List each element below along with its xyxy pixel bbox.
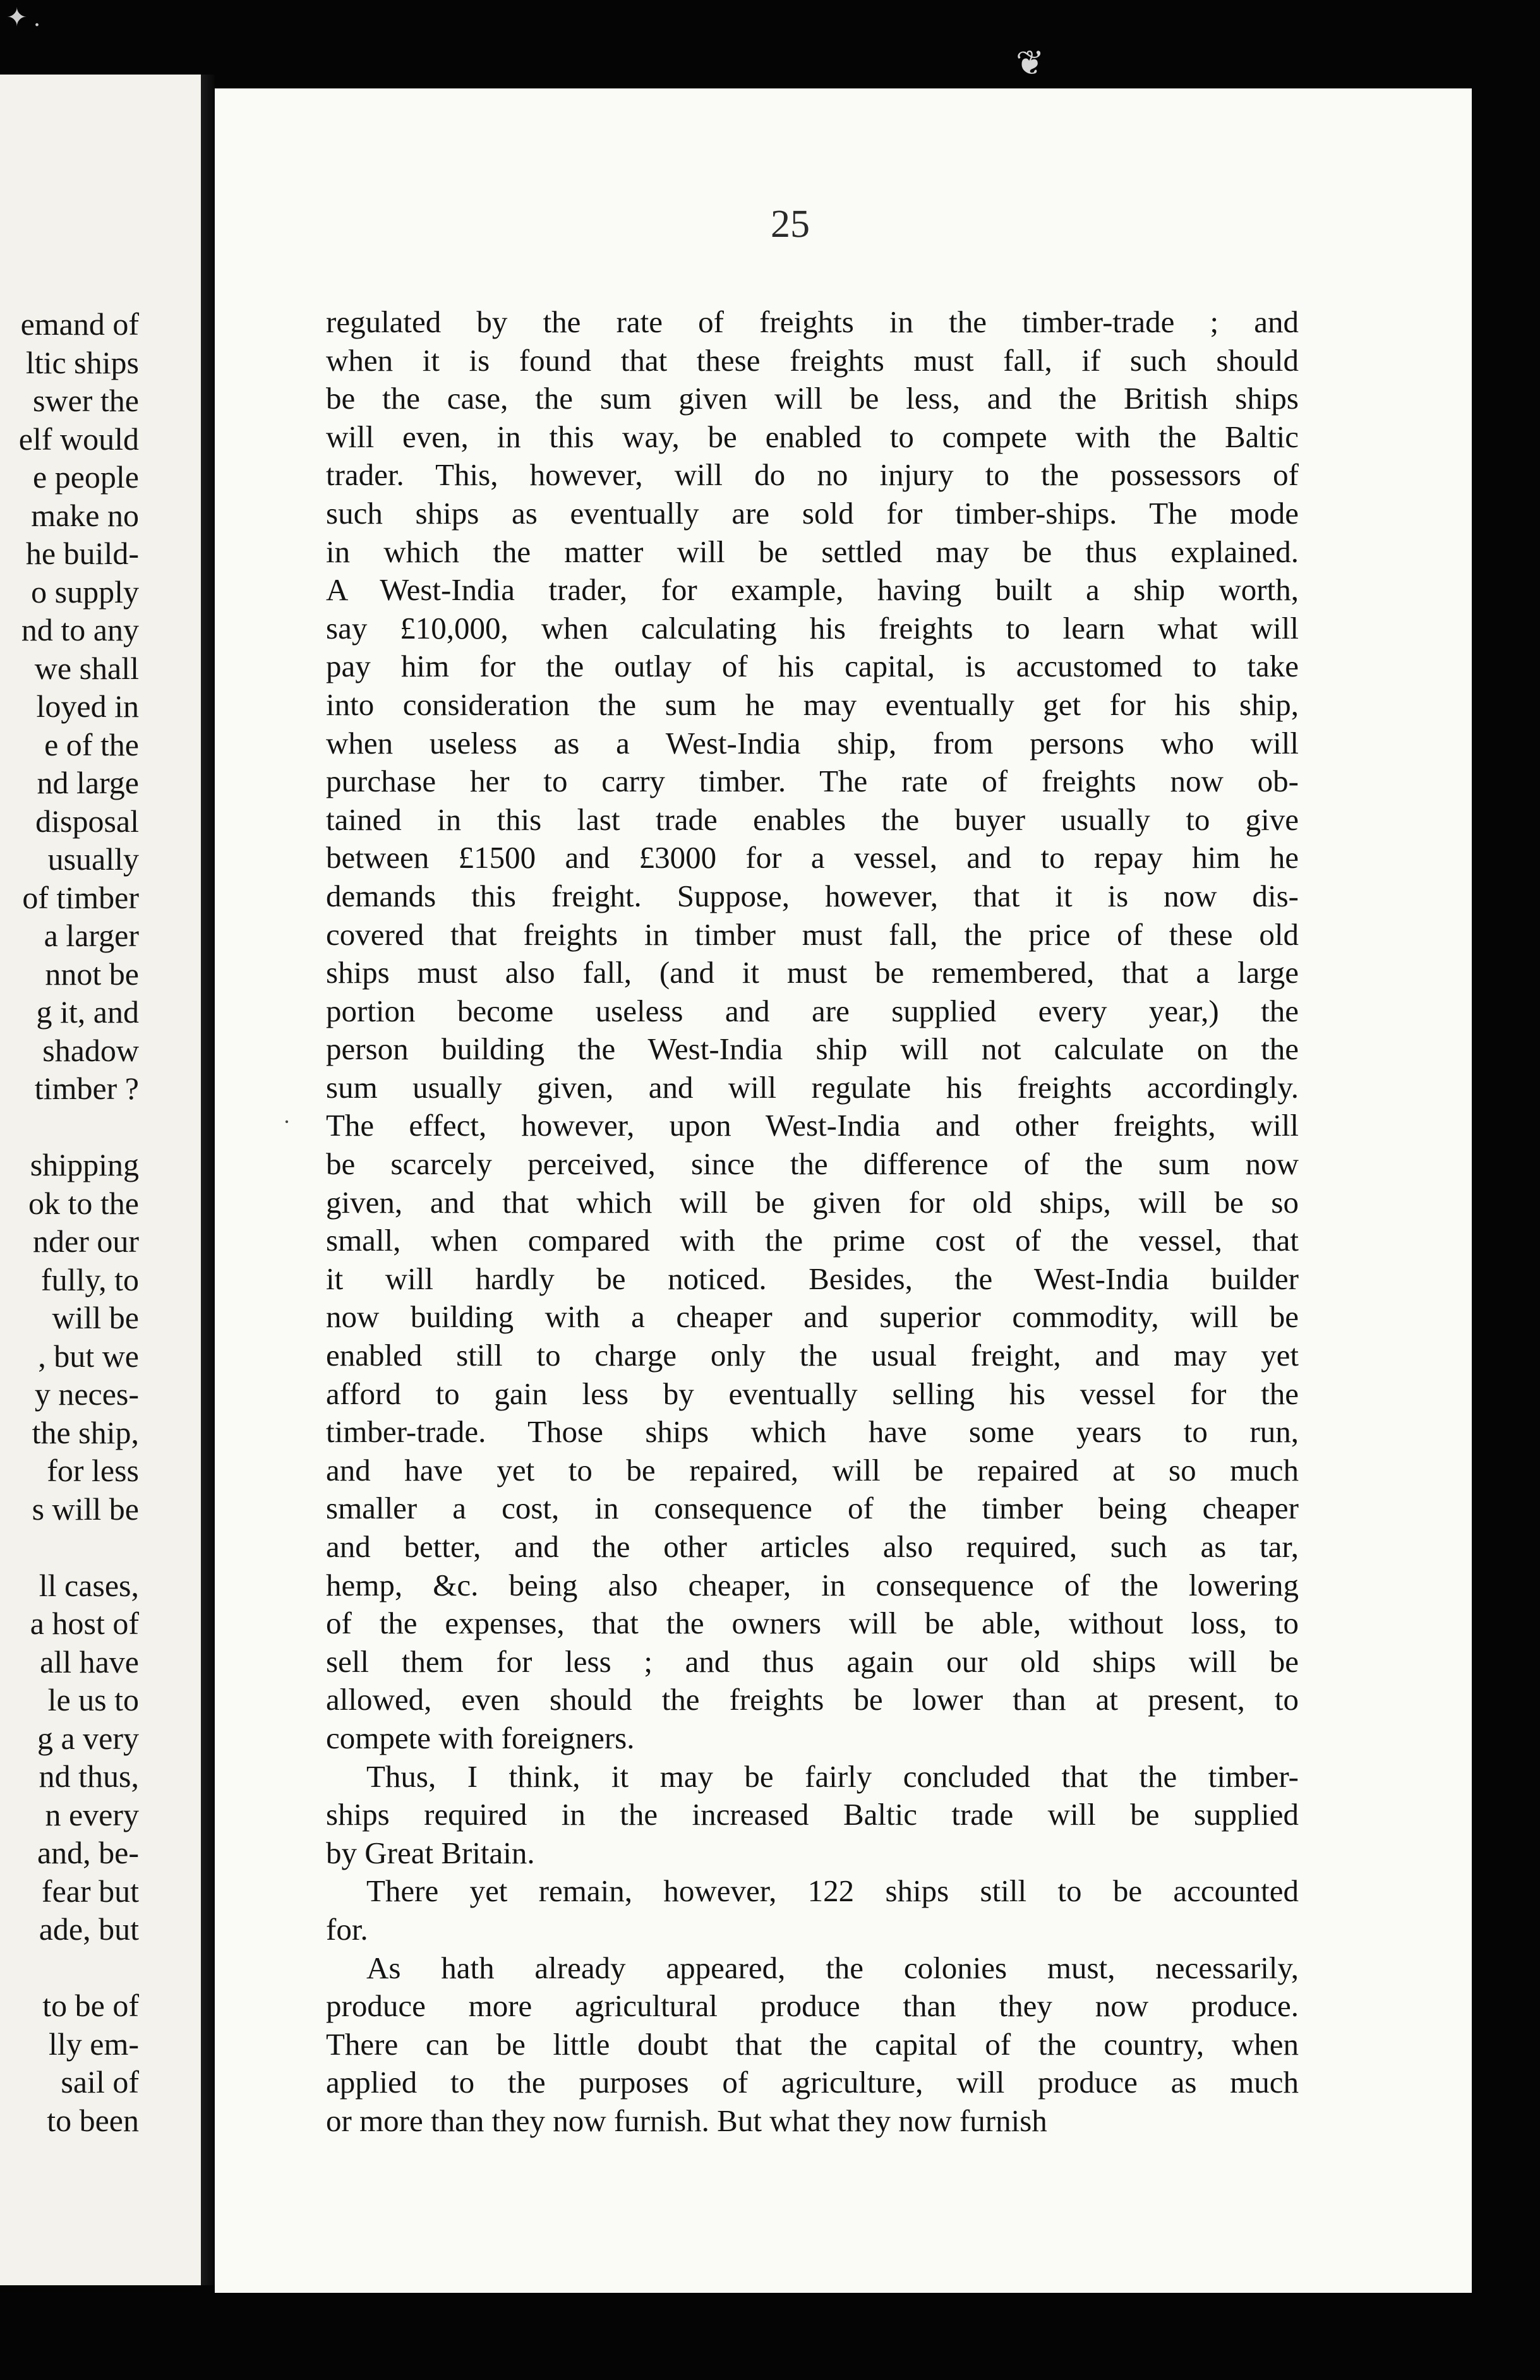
corner-mark: ✦ . [6, 3, 40, 32]
left-page-line: s will be [32, 1491, 139, 1527]
left-page [0, 75, 201, 2285]
left-page-line: y neces- [34, 1376, 139, 1412]
text-line: covered that freights in timber must fall, the price of these old [326, 917, 1299, 952]
text-line: small, when compared with the prime cost of the vessel, that [326, 1223, 1299, 1258]
left-page-line: lly em- [48, 2026, 139, 2062]
left-page-line: will be [52, 1300, 139, 1335]
left-page-line: g it, and [36, 994, 139, 1030]
text-line: portion become useless and are supplied every year,) the [326, 993, 1299, 1028]
left-page-line: , but we [38, 1338, 139, 1374]
left-page-line: make no [31, 497, 139, 533]
text-line: timber-trade. Those ships which have some years to run, [326, 1414, 1299, 1450]
book-gutter [201, 75, 215, 2285]
text-line: allowed, even should the freights be lower than at present, to [326, 1682, 1299, 1717]
text-line: or more than they now furnish. But what they now furnish [326, 2103, 1047, 2138]
text-line: hemp, &c. being also cheaper, in consequence of the lowering [326, 1567, 1299, 1602]
left-page-line: all have [40, 1644, 139, 1680]
left-page-line: disposal [35, 803, 139, 839]
text-line: smaller a cost, in consequence of the timber being cheaper [326, 1491, 1299, 1526]
text-line: ships must also fall, (and it must be remembered, that a large [326, 955, 1299, 990]
left-page-line: nder our [33, 1223, 139, 1259]
left-page-line: loyed in [36, 688, 139, 724]
left-page-line: le us to [47, 1682, 139, 1717]
text-line: when it is found that these freights must fall, if such should [326, 342, 1299, 378]
text-line: for. [326, 1911, 368, 1947]
left-page-line: he build- [25, 536, 139, 571]
text-line: purchase her to carry timber. The rate of freights now ob- [326, 764, 1299, 799]
text-line: between £1500 and £3000 for a vessel, and to repay him he [326, 840, 1299, 875]
text-line: The effect, however, upon West-India and other freights, will [326, 1108, 1299, 1143]
text-line: in which the matter will be settled may be thus explained. [326, 534, 1299, 569]
text-line: regulated by the rate of freights in the timber-trade ; and [326, 304, 1299, 339]
left-page-line: fully, to [40, 1261, 139, 1297]
text-line: As hath already appeared, the colonies must, necessarily, [366, 1950, 1299, 1985]
left-page-line: e people [33, 459, 139, 495]
left-page-line: ll cases, [39, 1567, 139, 1603]
left-page-line: sail of [61, 2064, 139, 2100]
left-page-line: ade, but [39, 1911, 139, 1947]
left-page-line: fear but [41, 1873, 139, 1909]
left-page-line: a host of [30, 1606, 139, 1641]
left-page-line: swer the [33, 383, 139, 418]
text-line: will even, in this way, be enabled to compete with the Baltic [326, 419, 1299, 454]
left-page-line: nd to any [21, 612, 139, 647]
left-page-line: and, be- [37, 1835, 139, 1870]
left-page-line: nd large [37, 765, 139, 800]
page-body-text [326, 303, 1299, 2141]
left-page-line: the ship, [32, 1414, 139, 1450]
left-page-line: nd thus, [39, 1758, 139, 1794]
text-line: A West-India trader, for example, having built a ship worth, [326, 572, 1299, 608]
text-line: person building the West-India ship will not calculate on the [326, 1031, 1299, 1067]
text-line: demands this freight. Suppose, however, that it is now dis- [326, 878, 1299, 913]
left-page-line: g a very [37, 1720, 139, 1756]
text-line: tained in this last trade enables the buyer usually to give [326, 802, 1299, 837]
text-line: be scarcely perceived, since the difference of the sum now [326, 1146, 1299, 1182]
text-line: given, and that which will be given for old ships, will be so [326, 1184, 1299, 1220]
text-line: enabled still to charge only the usual freight, and may yet [326, 1338, 1299, 1373]
text-line: and have yet to be repaired, will be repaired at so much [326, 1452, 1299, 1488]
left-page-line: of timber [22, 879, 139, 915]
left-page-line: we shall [34, 650, 139, 686]
text-line: There can be little doubt that the capital of the country, when [326, 2026, 1299, 2062]
left-page-line: shipping [30, 1147, 139, 1182]
left-page-line: elf would [18, 421, 139, 457]
left-page-line: to be of [42, 1988, 139, 2023]
text-line: afford to gain less by eventually selling his vessel for the [326, 1376, 1299, 1411]
left-page-line: timber ? [34, 1071, 139, 1106]
text-line: into consideration the sum he may eventually get for his ship, [326, 687, 1299, 722]
text-line: sell them for less ; and thus again our old ships will be [326, 1644, 1299, 1679]
text-line: There yet remain, however, 122 ships still to be accounted [366, 1873, 1299, 1909]
text-line: say £10,000, when calculating his freights to learn what will [326, 610, 1299, 646]
text-line: when useless as a West-India ship, from persons who will [326, 725, 1299, 760]
text-line: and better, and the other articles also required, such as tar, [326, 1529, 1299, 1564]
text-line: produce more agricultural produce than they now produce. [326, 1988, 1299, 2024]
text-line: ships required in the increased Baltic trade will be supplied [326, 1797, 1299, 1832]
left-page-line: a larger [44, 918, 139, 953]
text-line: by Great Britain. [326, 1835, 535, 1870]
text-line: pay him for the outlay of his capital, is accustomed to take [326, 649, 1299, 684]
text-line: applied to the purposes of agriculture, will produce as much [326, 2065, 1299, 2100]
left-page-line: to been [47, 2102, 139, 2138]
left-page-line: shadow [42, 1032, 139, 1068]
ornament-mark: ❦ [1016, 44, 1045, 82]
left-page-line: emand of [20, 306, 139, 342]
text-line: of the expenses, that the owners will be able, without loss, to [326, 1606, 1299, 1641]
text-line: compete with foreigners. [326, 1720, 635, 1755]
text-line: be the case, the sum given will be less, and the British ships [326, 381, 1299, 416]
left-page-line: usually [47, 841, 139, 877]
text-line: such ships as eventually are sold for timber-ships. The mode [326, 495, 1299, 531]
text-line: sum usually given, and will regulate his freights accordingly. [326, 1069, 1299, 1105]
left-page-line: o supply [31, 574, 139, 610]
text-line: now building with a cheaper and superior commodity, will be [326, 1299, 1299, 1335]
left-page-line: n every [45, 1796, 139, 1832]
page-number: 25 [771, 203, 810, 246]
left-page-line: ok to the [28, 1185, 139, 1221]
left-page-line: for less [47, 1453, 139, 1488]
text-line: Thus, I think, it may be fairly concluded that the timber- [366, 1758, 1299, 1794]
left-page-line: nnot be [45, 956, 139, 992]
left-page-line: e of the [44, 726, 139, 762]
text-line: it will hardly be noticed. Besides, the West-India builder [326, 1261, 1299, 1296]
text-line: trader. This, however, will do no injury to the possessors of [326, 457, 1299, 493]
left-page-line: ltic ships [25, 344, 139, 380]
margin-dot: · [283, 1109, 291, 1134]
